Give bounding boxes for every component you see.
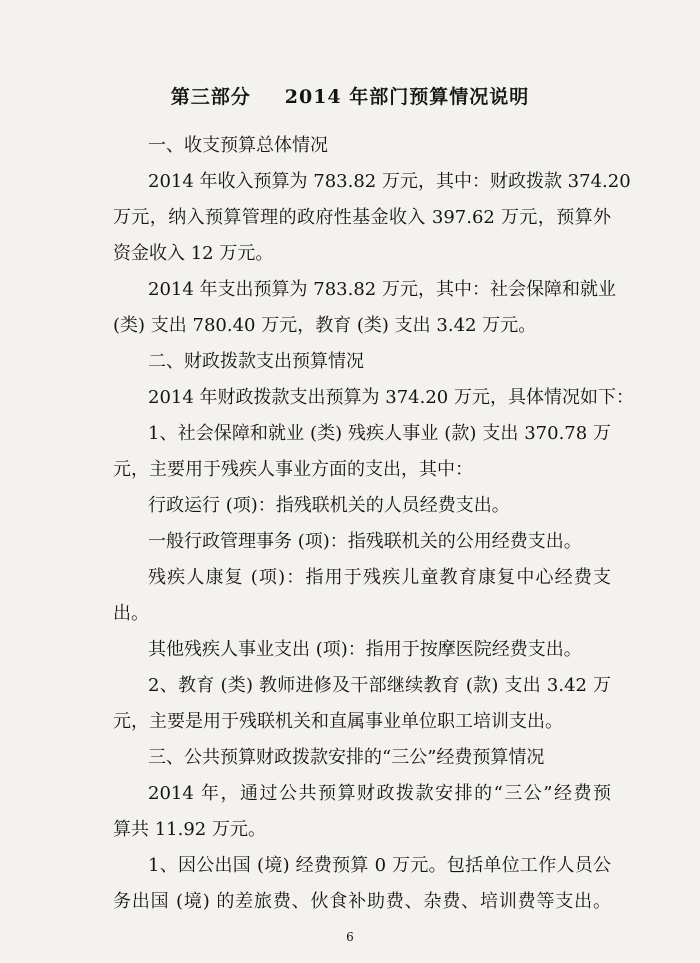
paragraph-line: 其他残疾人事业支出 (项)：指用于按摩医院经费支出。 [148, 639, 582, 660]
paragraph-line: 元，主要是用于残联机关和直属事业单位职工培训支出。 [113, 711, 563, 732]
paragraph-line: 万元，纳入预算管理的政府性基金收入 397.62 万元，预算外 [113, 207, 611, 228]
paragraph-line: 1、社会保障和就业 (类) 残疾人事业 (款) 支出 370.78 万 [148, 423, 611, 444]
paragraph-line: 行政运行 (项)：指残联机关的人员经费支出。 [148, 495, 510, 516]
paragraph-line: 出。 [113, 603, 149, 624]
page-title [0, 82, 700, 109]
paragraph-line: 一般行政管理事务 (项)：指残联机关的公用经费支出。 [148, 531, 582, 552]
section-heading-2: 二、财政拨款支出预算情况 [148, 351, 364, 372]
paragraph-line: 残疾人康复 (项)：指用于残疾儿童教育康复中心经费支 [148, 567, 611, 588]
paragraph-line: 2014 年，通过公共预算财政拨款安排的“三公”经费预 [148, 783, 611, 804]
paragraph-line: 元，主要用于残疾人事业方面的支出，其中： [113, 459, 473, 480]
paragraph-line: 2014 年支出预算为 783.82 万元，其中：社会保障和就业 [148, 279, 616, 300]
title-part: 第三部分 [170, 86, 251, 108]
page-number: 6 [346, 930, 354, 944]
section-heading-3: 三、公共预算财政拨款安排的“三公”经费预算情况 [148, 747, 545, 768]
title-heading: 2014 年部门预算情况说明 [284, 86, 530, 108]
paragraph-line: 务出国 (境) 的差旅费、伙食补助费、杂费、培训费等支出。 [113, 891, 611, 912]
paragraph-line: 2014 年财政拨款支出预算为 374.20 万元，具体情况如下： [148, 387, 634, 408]
paragraph-line: 算共 11.92 万元。 [113, 819, 266, 840]
paragraph-line: 1、因公出国 (境) 经费预算 0 万元。包括单位工作人员公 [148, 855, 611, 876]
section-heading-1: 一、收支预算总体情况 [148, 135, 328, 156]
paragraph-line: 资金收入 12 万元。 [113, 243, 274, 264]
paragraph-line: (类) 支出 780.40 万元，教育 (类) 支出 3.42 万元。 [113, 315, 537, 336]
paragraph-line: 2014 年收入预算为 783.82 万元，其中：财政拨款 374.20 [148, 171, 631, 192]
paragraph-line: 2、教育 (类) 教师进修及干部继续教育 (款) 支出 3.42 万 [148, 675, 611, 696]
